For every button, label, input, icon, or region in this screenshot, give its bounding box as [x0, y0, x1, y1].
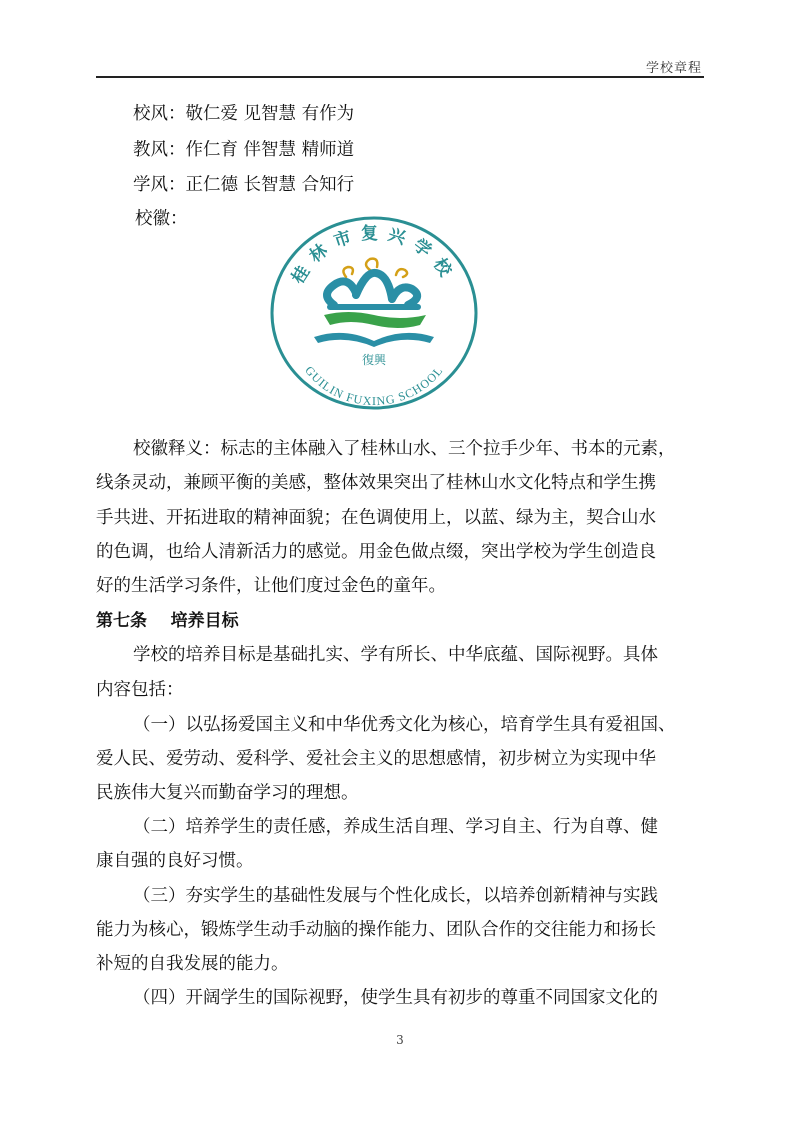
goal-item-3-line: 补短的自我发展的能力。 [96, 954, 289, 974]
emblem-explanation-line: 手共进、开拓进取的精神面貌；在色调使用上，以蓝、绿为主，契合山水 [96, 508, 656, 528]
goal-intro-line: 学校的培养目标是基础扎实、学有所长、中华底蕴、国际视野。具体 [133, 645, 658, 665]
goal-item-1-line: 民族伟大复兴而勤奋学习的理想。 [96, 783, 359, 803]
goal-item-1-line: （一）以弘扬爱国主义和中华优秀文化为核心，培育学生具有爱祖国、 [133, 715, 676, 735]
article-heading: 第七条 培养目标 [96, 611, 239, 631]
emblem-explanation-line: 好的生活学习条件，让他们度过金色的童年。 [96, 576, 446, 596]
emblem-explanation-line: 线条灵动，兼顾平衡的美感，整体效果突出了桂林山水文化特点和学生携 [96, 473, 656, 493]
page-number: 3 [396, 1033, 404, 1047]
school-emblem [268, 215, 480, 412]
learning-motto-line: 学风：正仁德 长智慧 合知行 [133, 175, 355, 195]
goal-item-2-line: 康自强的良好习惯。 [96, 851, 254, 871]
teaching-motto-line: 教风：作仁育 伴智慧 精师道 [133, 140, 355, 160]
emblem-outer-ring [272, 218, 476, 408]
header-title: 学校章程 [645, 61, 702, 76]
goal-item-3-line: 能力为核心，锻炼学生动手动脑的操作能力、团队合作的交往能力和扬长 [96, 920, 656, 940]
emblem-explanation-line: 的色调，也给人清新活力的感觉。用金色做点缀，突出学校为学生创造良 [96, 542, 656, 562]
goal-item-1-line: 爱人民、爱劳动、爱科学、爱社会主义的思想感情，初步树立为实现中华 [96, 749, 656, 769]
emblem-bottom-text: GUILIN FUXING SCHOOL [302, 363, 446, 409]
school-motto-line: 校风：敬仁爱 见智慧 有作为 [133, 104, 355, 124]
goal-item-2-line: （二）培养学生的责任感，养成生活自理、学习自主、行为自尊、健 [133, 817, 658, 837]
goal-item-3-line: （三）夯实学生的基础性发展与个性化成长，以培养创新精神与实践 [133, 886, 658, 906]
header-divider [96, 76, 704, 78]
emblem-label: 校徽： [135, 209, 188, 229]
seal-text: 復興 [361, 353, 387, 367]
emblem-graphic [268, 215, 480, 412]
emblem-explanation-line: 校徽释义：标志的主体融入了桂林山水、三个拉手少年、书本的元素， [133, 439, 676, 459]
goal-intro-line: 内容包括： [96, 680, 184, 700]
goal-item-4-line: （四）开阔学生的国际视野，使学生具有初步的尊重不同国家文化的 [133, 988, 658, 1008]
emblem-top-text: 桂林市复兴学校 [288, 224, 460, 288]
